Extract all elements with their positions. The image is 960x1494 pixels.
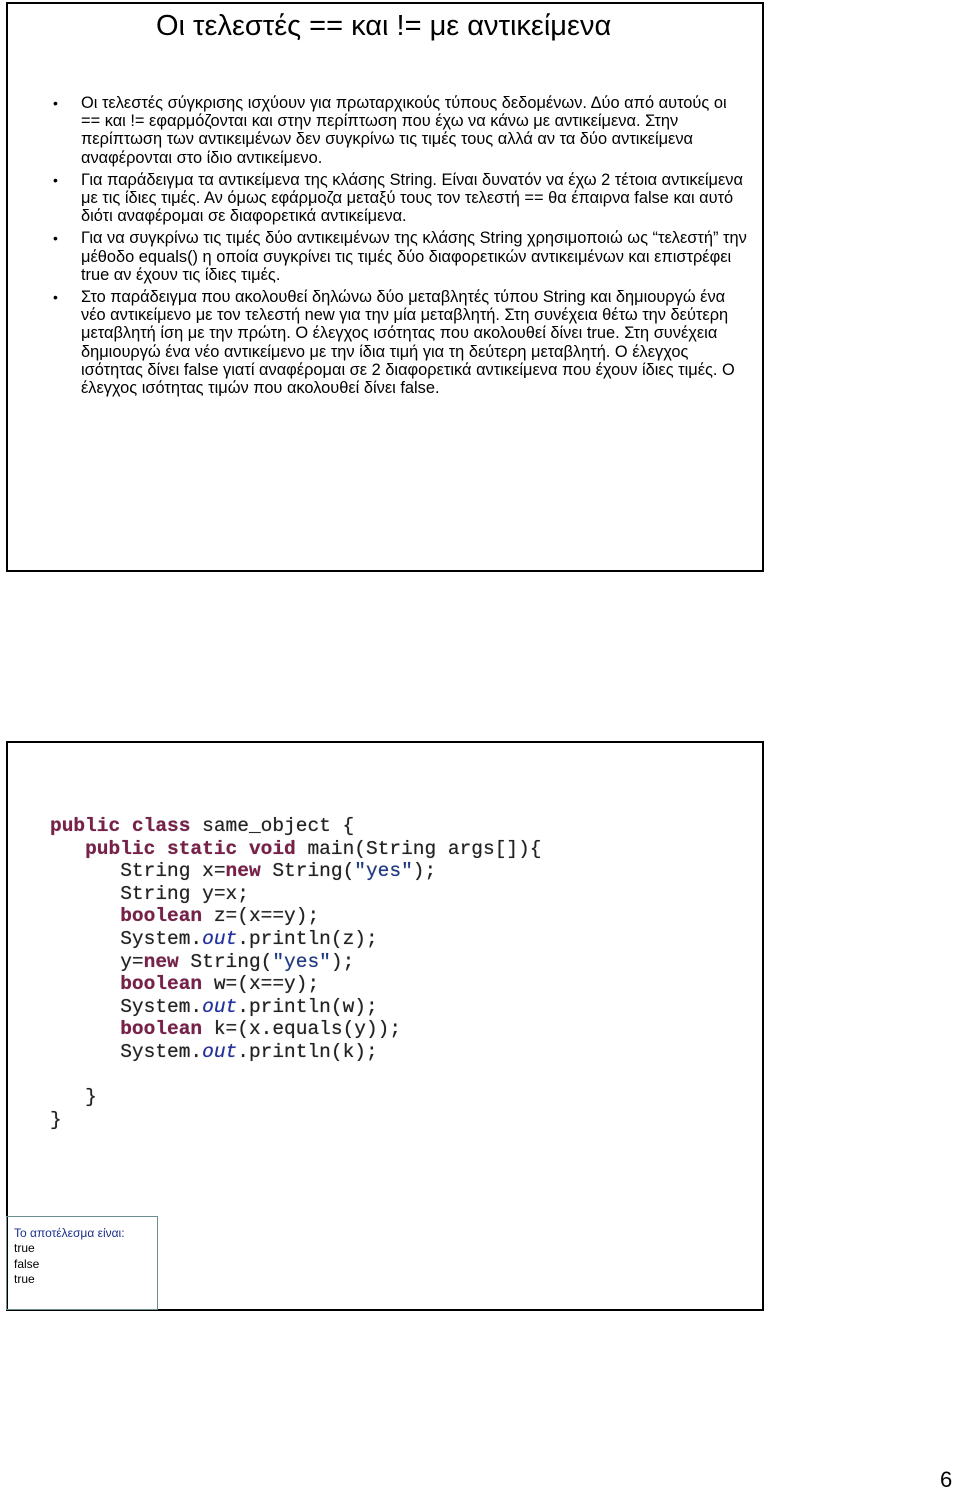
code-keyword: boolean bbox=[120, 905, 203, 928]
code-keyword: public bbox=[50, 815, 121, 837]
code-brace: } bbox=[50, 1108, 62, 1131]
result-caption: Το αποτέλεσμα είναι: bbox=[14, 1226, 125, 1240]
bullet-item bbox=[8, 288, 748, 397]
code-string: "yes" bbox=[354, 860, 413, 883]
code-text: .println(z); bbox=[237, 927, 378, 950]
code-keyword: new bbox=[143, 950, 179, 973]
code-keyword: class bbox=[131, 815, 191, 837]
code-keyword: void bbox=[248, 837, 296, 860]
result-line: true bbox=[14, 1272, 35, 1287]
code-listing bbox=[50, 815, 542, 1131]
bullet-item bbox=[8, 94, 748, 167]
bullet-list bbox=[8, 94, 748, 401]
code-text: ); bbox=[330, 950, 355, 973]
code-keyword: boolean bbox=[120, 1018, 203, 1041]
code-text: .println(k); bbox=[237, 1040, 378, 1063]
code-text: same_object { bbox=[190, 815, 355, 837]
code-field: out bbox=[202, 1040, 238, 1063]
code-text: y= bbox=[120, 950, 144, 973]
code-keyword: static bbox=[167, 837, 238, 860]
bullet-item bbox=[8, 171, 748, 226]
code-text: .println(w); bbox=[237, 995, 378, 1018]
code-text: System. bbox=[120, 927, 203, 950]
code-keyword: boolean bbox=[120, 973, 203, 996]
slide-title: Οι τελεστές == και != με αντικείμενα bbox=[156, 10, 612, 42]
code-keyword: new bbox=[225, 860, 261, 883]
bullet-icon: • bbox=[53, 289, 58, 306]
slide-operators bbox=[6, 2, 764, 572]
page-number: 6 bbox=[940, 1467, 953, 1492]
result-line: true bbox=[14, 1241, 35, 1256]
code-text: System. bbox=[120, 1040, 203, 1063]
code-text: System. bbox=[120, 995, 203, 1018]
result-box bbox=[6, 1216, 158, 1310]
code-text: String y=x; bbox=[120, 882, 249, 905]
bullet-icon: • bbox=[53, 230, 58, 247]
bullet-icon: • bbox=[53, 95, 58, 111]
code-text: w=(x==y); bbox=[202, 973, 320, 996]
code-text: String x= bbox=[120, 860, 226, 883]
code-field: out bbox=[202, 995, 238, 1018]
result-line: false bbox=[14, 1256, 40, 1271]
bullet-text: Για να συγκρίνω τις τιμές δύο αντικειμένων της κλάσης String χρησιμοποιώ ως “τελεστή” την μέθοδο equals() η οποία συγκρίνει τις τιμές δύο διαφορετικών αντικειμένων και επιστρέφει true αν έχουν τις ίδιες τιμές. bbox=[81, 229, 747, 284]
code-brace: } bbox=[85, 1086, 97, 1109]
code-text: z=(x==y); bbox=[202, 905, 320, 928]
code-text: main(String args[]){ bbox=[295, 837, 542, 860]
code-text: ); bbox=[412, 860, 437, 883]
code-text: String( bbox=[178, 950, 273, 973]
code-keyword: public bbox=[85, 837, 156, 860]
code-text: k=(x.equals(y)); bbox=[202, 1018, 402, 1041]
bullet-icon: • bbox=[53, 171, 58, 188]
code-field: out bbox=[202, 927, 238, 950]
bullet-item bbox=[8, 229, 748, 284]
bullet-text: Για παράδειγμα τα αντικείμενα της κλάσης String. Είναι δυνατόν να έχω 2 τέτοια αντικείμενα με τις ίδιες τιμές. Αν όμως εφάρμοζα μεταξύ τους τον τελεστή == θα έπαιρνα false και αυτό διότι αναφέρομαι σε διαφορετικά αντικείμενα. bbox=[81, 170, 743, 226]
code-text: String( bbox=[260, 860, 355, 883]
bullet-text: Στο παράδειγμα που ακολουθεί δηλώνω δύο μεταβλητές τύπου String και δημιουργώ ένα νέο αντικείμενο με τον τελεστή new για την μία μεταβλητή. Στη συνέχεια θέτω την δεύτερη μεταβλητή ίση με την πρώτη. Ο έλεγχος ισότητας που ακολουθεί δίνει true. Στη συνέχεια δημιουργώ ένα νέο αντικείμενο με την ίδια τιμή για τη δεύτερη μεταβλητή. Ο έλεγχος ισότητας δίνει false γιατί αναφέρομαι σε 2 διαφορετικά αντικείμενα που έχουν ίδιες τιμές. Ο έλεγχος ισότητας τιμών που ακολουθεί δίνει false. bbox=[81, 288, 735, 398]
code-string: "yes" bbox=[272, 950, 331, 973]
bullet-text: Οι τελεστές σύγκρισης ισχύουν για πρωταρχικούς τύπους δεδομένων. Δύο από αυτούς οι == και != εφαρμόζονται και στην περίπτωση που έχω να κάνω με αντικείμενα. Στην περίπτωση των αντικειμένων δεν συγκρίνω τις τιμές τους αλλά αν τα δύο αντικείμενα αναφέρονται στο ίδιο αντικείμενο. bbox=[81, 94, 727, 167]
